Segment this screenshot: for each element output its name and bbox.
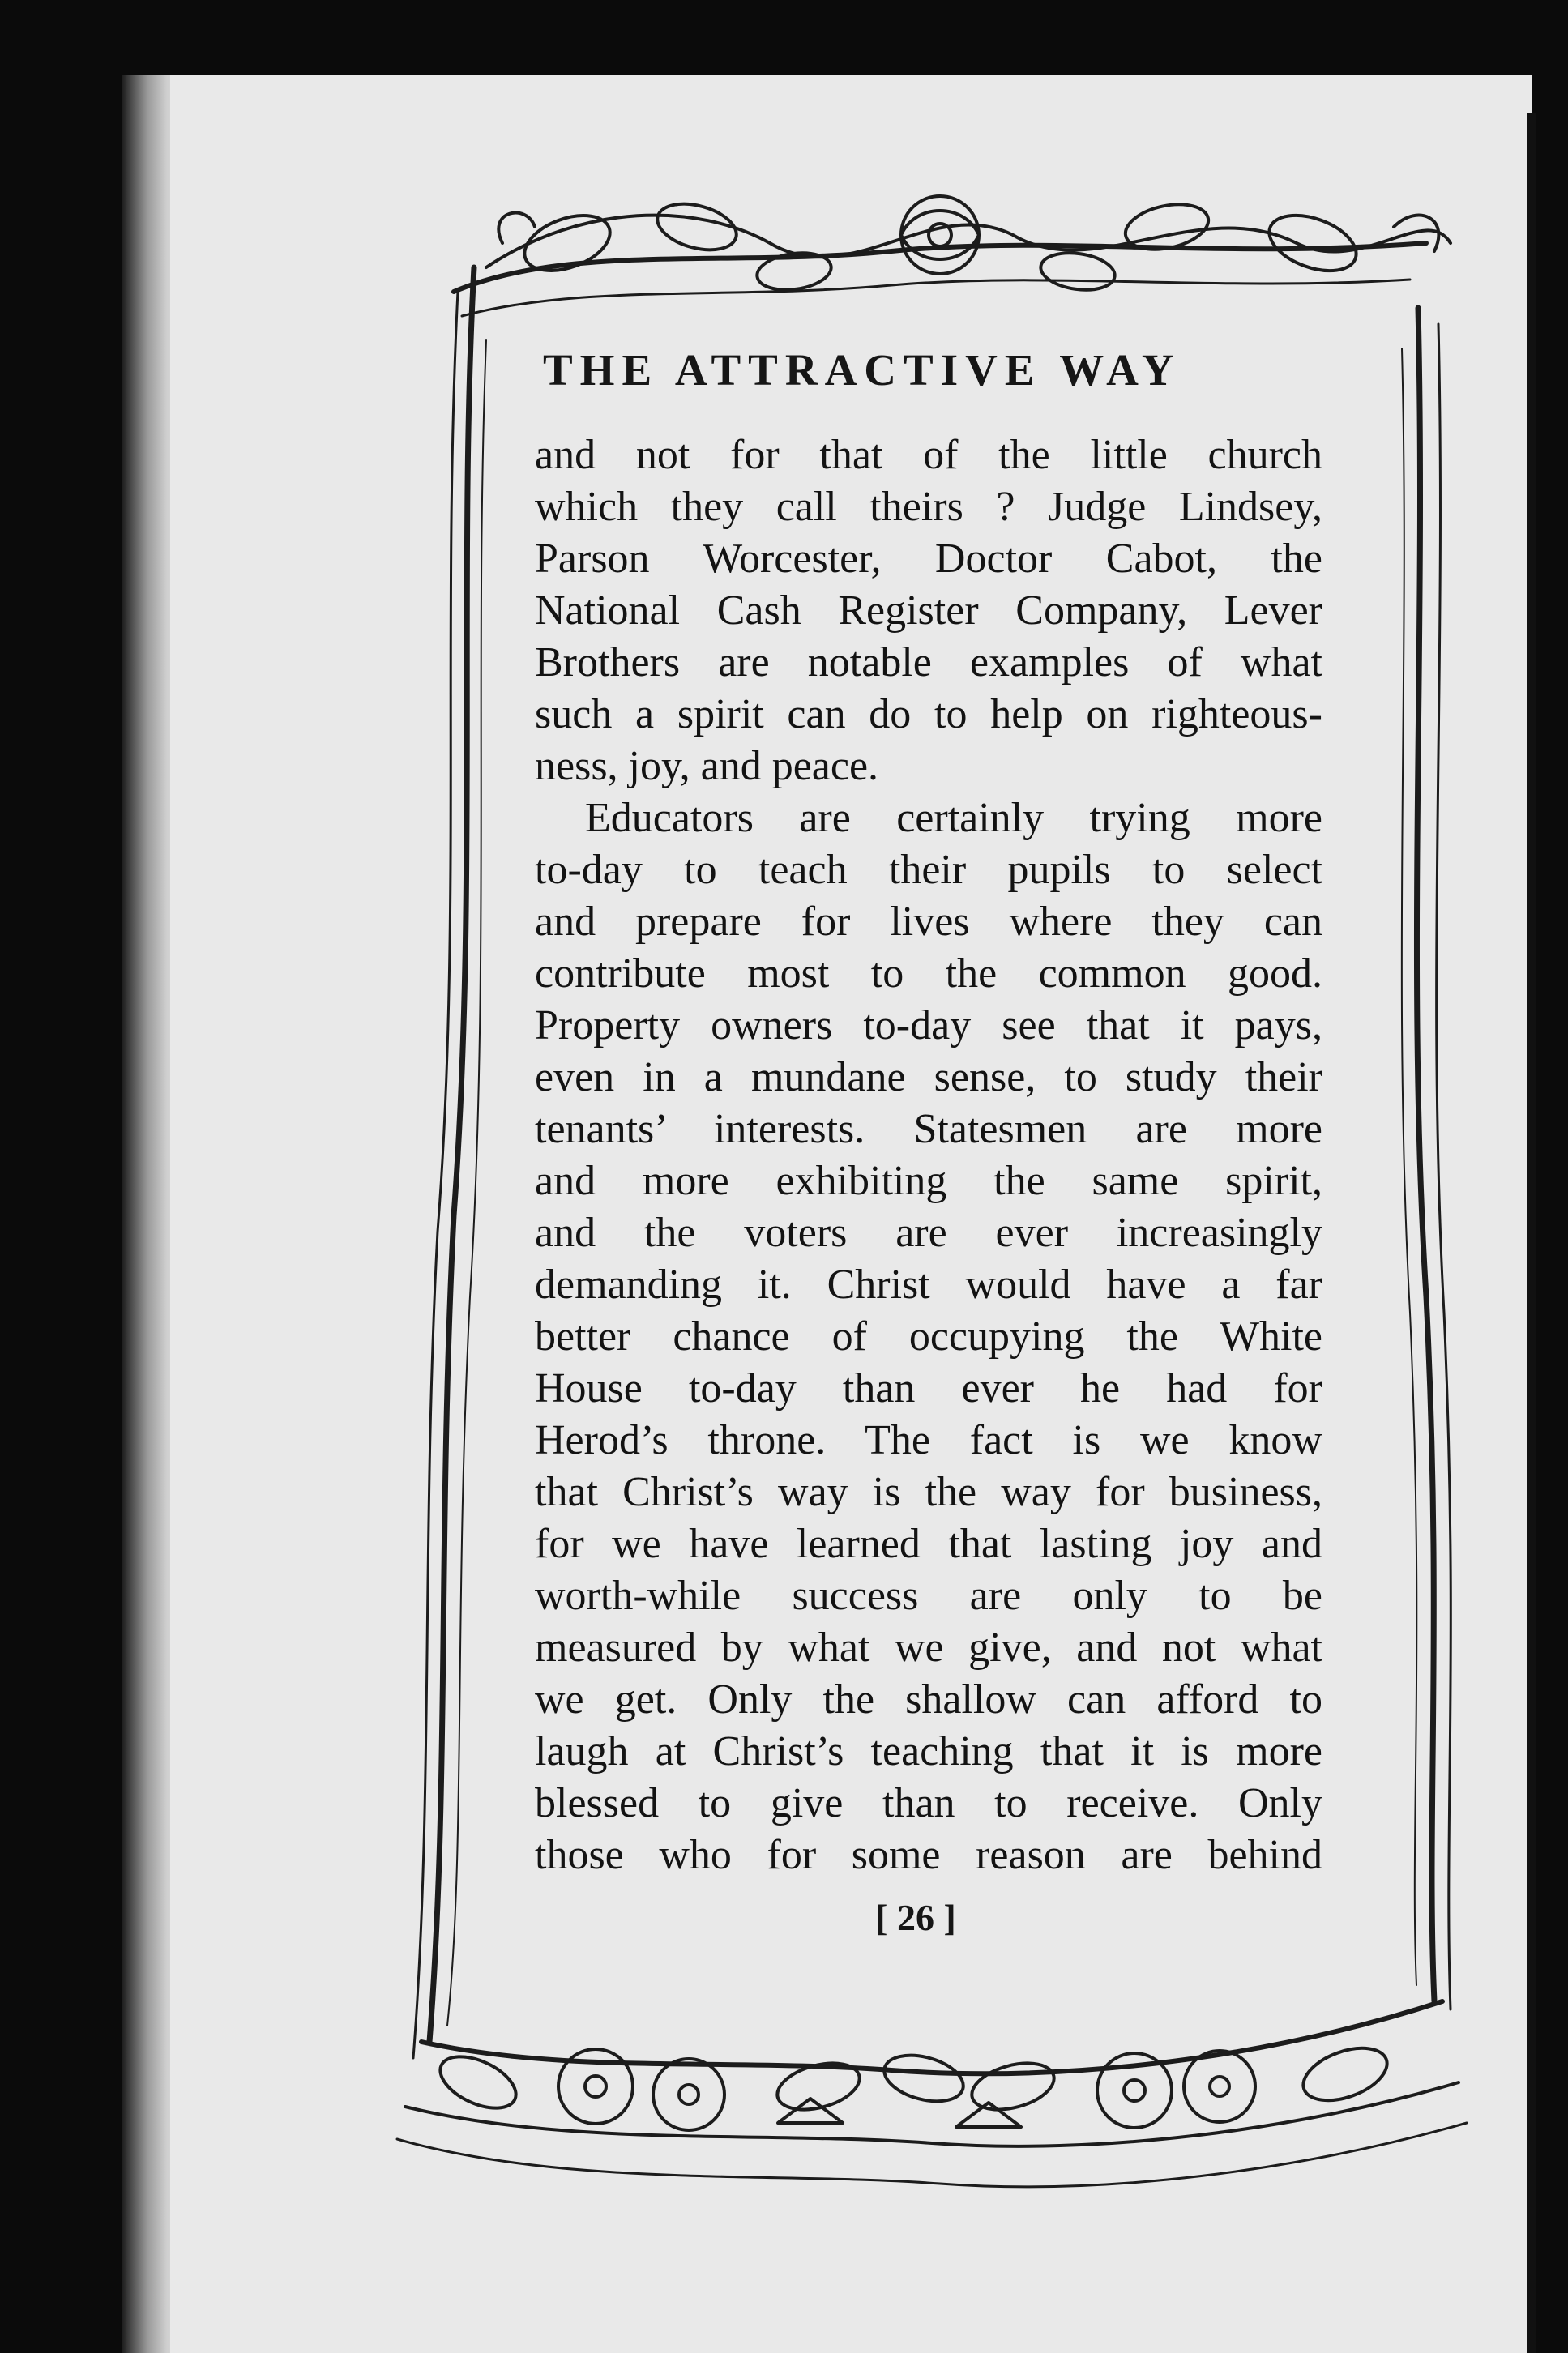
text-line: and more exhibiting the same spirit,: [535, 1158, 1322, 1204]
body-text: [535, 429, 1322, 1881]
text-line: and not for that of the little church: [535, 432, 1322, 478]
text-line: Educators are certainly trying more: [585, 795, 1322, 841]
text-line: Herod’s throne. The fact is we know: [535, 1417, 1322, 1463]
text-line: National Cash Register Company, Lever: [535, 587, 1322, 634]
text-line: those who for some reason are behind: [535, 1832, 1322, 1878]
text-line: tenants’ interests. Statesmen are more: [535, 1106, 1322, 1152]
text-line: even in a mundane sense, to study their: [535, 1054, 1322, 1100]
text-line: and the voters are ever increasingly: [535, 1210, 1322, 1256]
paragraph-1: [535, 429, 1322, 792]
text-line: Property owners to-day see that it pays,: [535, 1002, 1322, 1048]
text-line: we get. Only the shallow can afford to: [535, 1676, 1322, 1723]
text-line: that Christ’s way is the way for business,: [535, 1469, 1322, 1515]
text-line: laugh at Christ’s teaching that it is more: [535, 1728, 1322, 1774]
text-line: which they call theirs ? Judge Lindsey,: [535, 484, 1322, 530]
text-line: ness, joy, and peace.: [535, 743, 879, 789]
text-line: such a spirit can do to help on righteous-: [535, 691, 1322, 737]
page-number: [ 26 ]: [875, 1897, 956, 1938]
running-head: THE ATTRACTIVE WAY: [543, 345, 1181, 395]
text-line: House to-day than ever he had for: [535, 1365, 1322, 1411]
text-line: Parson Worcester, Doctor Cabot, the: [535, 536, 1322, 582]
text-line: to-day to teach their pupils to select: [535, 847, 1322, 893]
text-line: and prepare for lives where they can: [535, 899, 1322, 945]
text-line: Brothers are notable examples of what: [535, 639, 1322, 685]
text-line: measured by what we give, and not what: [535, 1625, 1322, 1671]
text-line: worth-while success are only to be: [535, 1573, 1322, 1619]
text-line: demanding it. Christ would have a far: [535, 1262, 1322, 1308]
text-line: blessed to give than to receive. Only: [535, 1780, 1322, 1826]
text-line: better chance of occupying the White: [535, 1313, 1322, 1360]
text-line: contribute most to the common good.: [535, 950, 1322, 997]
text-line: for we have learned that lasting joy and: [535, 1521, 1322, 1567]
paragraph-2: [535, 792, 1322, 1881]
